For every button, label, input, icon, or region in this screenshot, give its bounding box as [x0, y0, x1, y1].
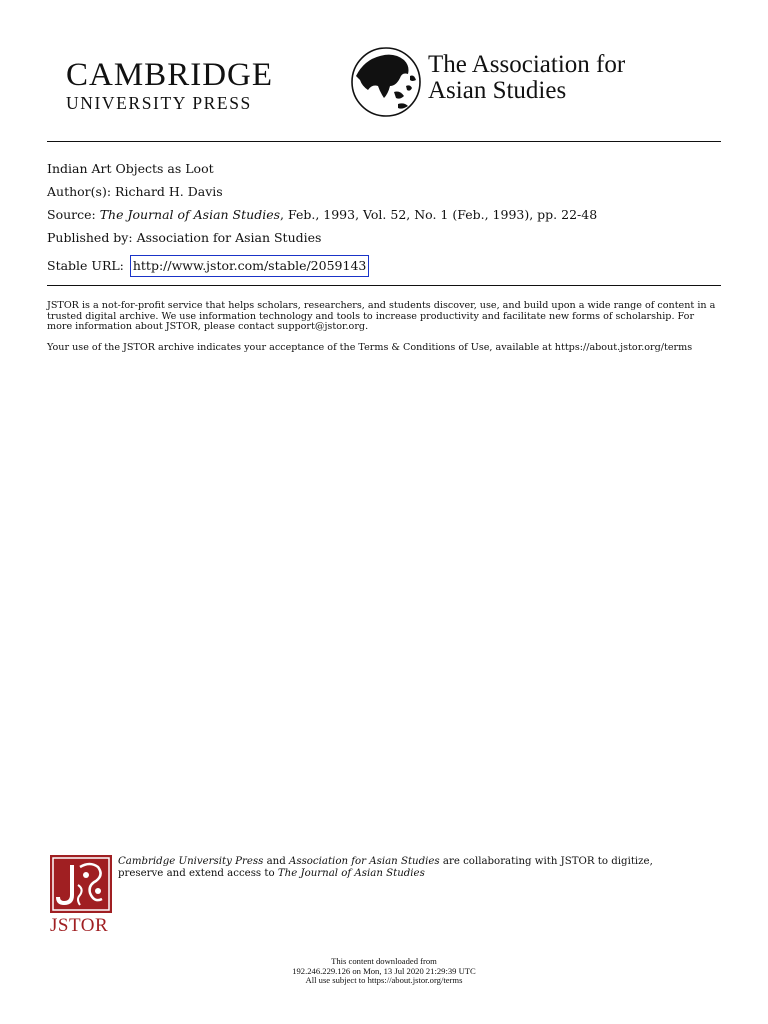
article-title-text: Indian Art Objects as Loot	[47, 161, 214, 176]
stable-url-label: Stable URL:	[47, 258, 124, 273]
jstor-wordmark: JSTOR	[50, 915, 109, 936]
publisher-name: Association for Asian Studies	[136, 230, 322, 245]
cup-logo-line1: CAMBRIDGE	[66, 57, 274, 93]
author-label: Author(s):	[47, 184, 112, 199]
download-line-1: This content downloaded from	[331, 956, 437, 966]
source-journal: The Journal of Asian Studies	[99, 207, 281, 222]
collab-journal: The Journal of Asian Studies	[277, 867, 425, 879]
download-line-3: All use subject to https://about.jstor.org/terms	[305, 975, 463, 985]
terms-notice-paragraph: Your use of the JSTOR archive indicates your acceptance of the Terms & Conditions of Use, available at https://about.jstor.org/terms	[47, 342, 693, 353]
source-details: , Feb., 1993, Vol. 52, No. 1 (Feb., 1993), pp. 22-48	[280, 207, 598, 222]
middle-divider	[47, 285, 721, 286]
cambridge-university-press-logo	[66, 58, 273, 112]
cup-logo-line2: UNIVERSITY PRESS	[66, 93, 252, 113]
collaboration-statement	[118, 856, 678, 879]
published-label: Published by:	[47, 230, 133, 245]
jstor-seal-icon	[50, 855, 112, 913]
collab-publisher-b: Association for Asian Studies	[288, 856, 440, 867]
download-stamp	[0, 957, 768, 986]
collab-text: are collaborating with JSTOR to digitize, preserve and extend access to	[118, 856, 653, 879]
aas-logo-text	[428, 52, 625, 104]
aas-logo-line1: The Association for	[428, 51, 626, 78]
jstor-notice-paragraph: JSTOR is a not-for-profit service that helps scholars, researchers, and students discover, use, and build upon a wide range of content in a trusted digital archive. We use information technology and tools to increase productivity and facilitate new forms of scholarship. For more information about JSTOR, please contact support@jstor.org.	[47, 300, 716, 333]
article-title	[47, 161, 214, 177]
jstor-logo	[50, 855, 114, 937]
collab-and: and	[263, 856, 289, 867]
collab-publisher-a: Cambridge University Press	[118, 856, 264, 867]
article-author	[47, 184, 223, 200]
asia-map-globe-icon	[350, 46, 422, 118]
source-label: Source:	[47, 207, 96, 222]
article-publisher	[47, 230, 321, 246]
aas-logo-line2: Asian Studies	[428, 77, 567, 104]
top-divider	[47, 141, 721, 142]
stable-url-link[interactable]: http://www.jstor.com/stable/2059143	[130, 255, 370, 277]
article-source	[47, 207, 597, 223]
download-line-2: 192.246.229.126 on Mon, 13 Jul 2020 21:29:39 UTC	[292, 965, 476, 976]
stable-url-row	[47, 255, 369, 277]
author-name: Richard H. Davis	[115, 184, 223, 199]
